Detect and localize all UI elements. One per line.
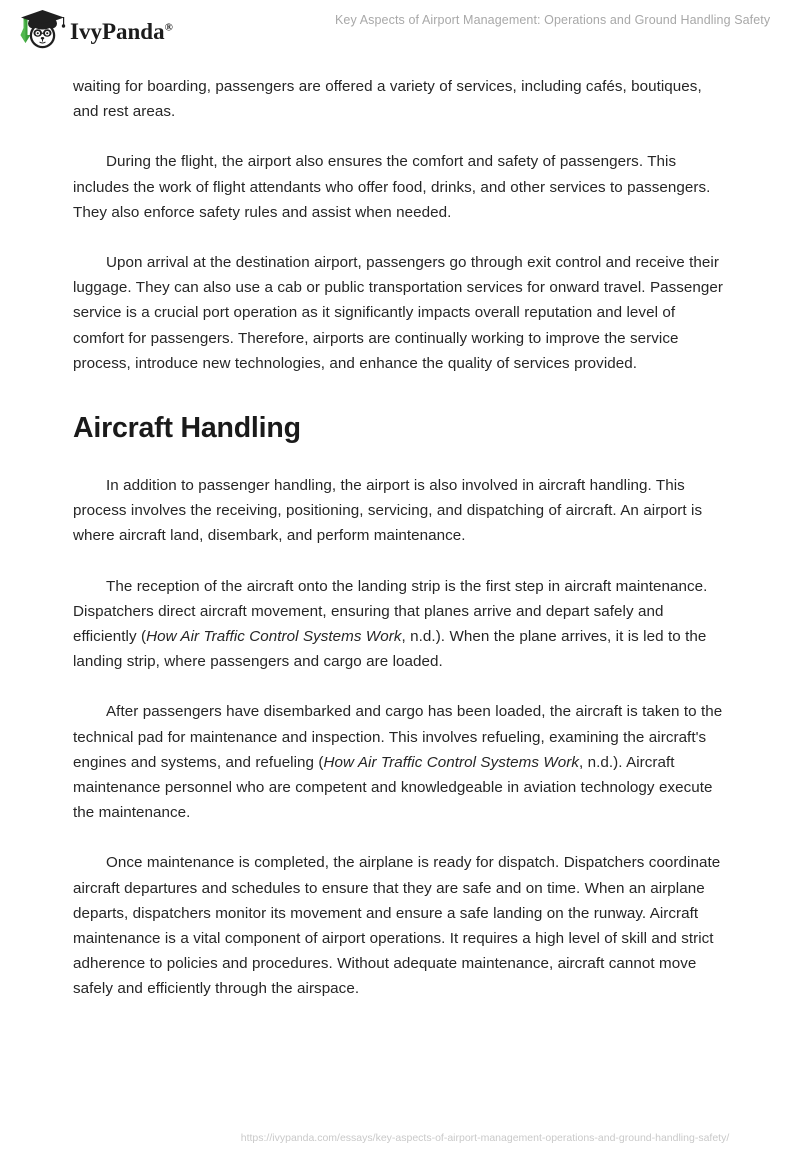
paragraph-run: After passengers have disembarked and cargo has been loaded, the aircraft is taken to the technical pad for maintenance and inspection. This involves refueling, examining the aircraft's engines and systems, and refueling ( xyxy=(73,703,723,771)
page-header xyxy=(0,0,800,58)
paragraph: Once maintenance is completed, the airplane is ready for dispatch. Dispatchers coordinate aircraft departures and schedules to ensure that they are safe and on time. When an airplane departs, dispatchers monitor its movement and ensure a safe landing on the runway. Aircraft maintenance is a vital component of airport operations. It requires a high level of skill and strict adherence to policies and procedures. Without adequate maintenance, aircraft cannot move safely and efficiently through the airspace. xyxy=(73,854,721,998)
brand-logo-lockup[interactable] xyxy=(16,8,173,52)
document-header-title: Key Aspects of Airport Management: Operations and Ground Handling Safety xyxy=(335,13,771,27)
paragraph-run: The reception of the aircraft onto the landing strip is the first step in aircraft maintenance. Dispatchers direct aircraft movement, ensuring that planes arrive and depart safely and efficiently ( xyxy=(73,577,708,646)
paragraph: During the flight, the airport also ensures the comfort and safety of passengers. This includes the work of flight attendants who offer food, drinks, and other services to passengers. They also enforce safety rules and assist when needed. xyxy=(73,153,711,221)
citation-title: How Air Traffic Control Systems Work xyxy=(323,753,579,771)
brand-name-text: IvyPanda xyxy=(70,18,165,44)
paragraph: Upon arrival at the destination airport, passengers go through exit control and receive their luggage. They can also use a cab or public transportation services for onward travel. Passenger service is a crucial port operation as it significantly impacts overall reputation and level of comfort for passengers. Therefore, airports are continually working to improve the service process, introduce new technologies, and enhance the quality of services provided. xyxy=(73,254,724,372)
paragraph-run: , n.d.). When the plane arrives, it is led to the landing strip, where passengers and cargo are loaded. xyxy=(73,628,707,671)
registered-trademark-icon: ® xyxy=(164,20,173,33)
citation-title: How Air Traffic Control Systems Work xyxy=(146,628,402,646)
paragraph: waiting for boarding, passengers are offered a variety of services, including cafés, boutiques, and rest areas. xyxy=(73,78,702,121)
paragraph-with-citation xyxy=(73,699,724,825)
panda-graduate-logo-icon xyxy=(16,8,66,52)
page-footer xyxy=(0,1128,800,1146)
brand-wordmark xyxy=(70,20,173,43)
section-heading: Aircraft Handling xyxy=(73,412,301,445)
paragraph: In addition to passenger handling, the airport is also involved in aircraft handling. This process involves the receiving, positioning, servicing, and dispatching of aircraft. An airport is where aircraft land, disembark, and perform maintenance. xyxy=(73,477,703,545)
footer-source-url[interactable]: https://ivypanda.com/essays/key-aspects-of-airport-management-operations-and-ground-handling-safety/ xyxy=(240,1132,730,1144)
document-body xyxy=(73,74,724,1027)
paragraph-with-citation xyxy=(73,574,724,675)
paragraph-run: , n.d.). Aircraft maintenance personnel who are competent and knowledgeable in aviation technology execute the maintenance. xyxy=(73,753,713,822)
